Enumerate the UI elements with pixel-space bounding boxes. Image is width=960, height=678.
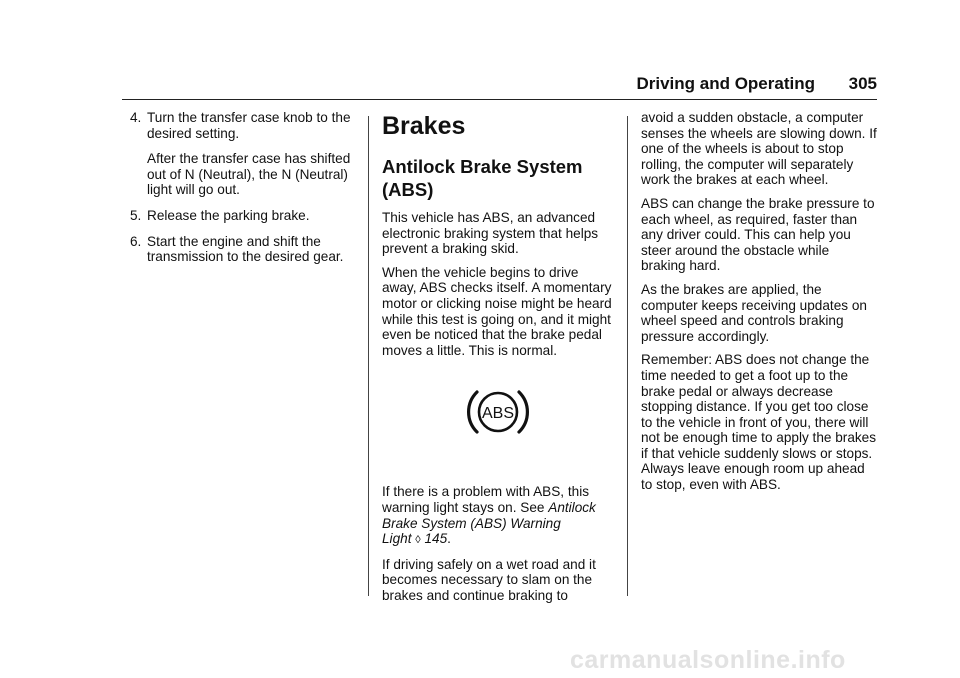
- subsection-heading: Antilock Brake System (ABS): [382, 156, 583, 200]
- watermark: carmanualsonline.info: [570, 646, 846, 674]
- paragraph: ABS can change the brake pressure to each wheel, as required, faster than any driver could. This can help you steer around the obstacle while braking hard.: [641, 195, 875, 274]
- column-divider-left: [368, 116, 369, 596]
- step-4-note: After the transfer case has shifted out of N (Neutral), the N (Neutral) light will go out.: [147, 151, 351, 198]
- step-6: [130, 234, 355, 265]
- section-title: Driving and Operating: [636, 74, 815, 93]
- page-header: [0, 74, 877, 94]
- page-number: 305: [848, 74, 877, 93]
- cross-reference-link[interactable]: Antilock Brake System (ABS) Warning Light: [382, 499, 596, 547]
- column-2: [382, 112, 614, 612]
- step-number: 6.: [130, 233, 142, 249]
- cross-reference-page[interactable]: 145: [424, 531, 448, 547]
- step-text: Start the engine and shift the transmission to the desired gear.: [147, 233, 344, 265]
- paragraph: As the brakes are applied, the computer keeps receiving updates on wheel speed and controls braking pressure accordingly.: [641, 281, 867, 344]
- header-divider: [122, 99, 877, 100]
- column-3: [641, 110, 877, 501]
- step-4: [130, 110, 355, 141]
- abs-warning-icon: [466, 382, 530, 442]
- column-1: [130, 110, 355, 275]
- paragraph: This vehicle has ABS, an advanced electronic braking system that helps prevent a braking skid.: [382, 210, 599, 257]
- paragraph-end: .: [447, 531, 451, 547]
- section-heading: Brakes: [382, 112, 466, 140]
- abs-icon-label: ABS: [481, 405, 515, 423]
- step-text: Turn the transfer case knob to the desired setting.: [147, 110, 351, 141]
- abs-warning-light-figure: [382, 382, 614, 442]
- step-number: 4.: [130, 110, 142, 125]
- column-divider-right: [627, 116, 628, 596]
- paragraph: If driving safely on a wet road and it becomes necessary to slam on the brakes and continue braking to: [382, 556, 596, 603]
- paragraph: When the vehicle begins to drive away, ABS checks itself. A momentary motor or clicking noise might be heard while this test is going on, and it might even be noticed that the brake pedal moves a little. This is normal.: [382, 264, 612, 358]
- paragraph-with-reference: [382, 484, 614, 548]
- step-number: 5.: [130, 207, 142, 223]
- paragraph: avoid a sudden obstacle, a computer senses the wheels are slowing down. If one of the wheels is about to stop rolling, the computer will separately work the brakes at each wheel.: [641, 110, 877, 188]
- step-text: Release the parking brake.: [147, 207, 310, 223]
- page-reference-symbol: ◊: [415, 534, 421, 547]
- step-5: [130, 208, 355, 224]
- paragraph: Remember: ABS does not change the time needed to get a foot up to the brake pedal or always decrease stopping distance. If you get too close to the vehicle in front of you, there will not be enough time to apply the brakes if that vehicle suddenly slows or stops. Always leave enough room up ahead to stop, even with ABS.: [641, 352, 877, 493]
- paragraph-text: If there is a problem with ABS, this warning light stays on. See: [382, 484, 590, 515]
